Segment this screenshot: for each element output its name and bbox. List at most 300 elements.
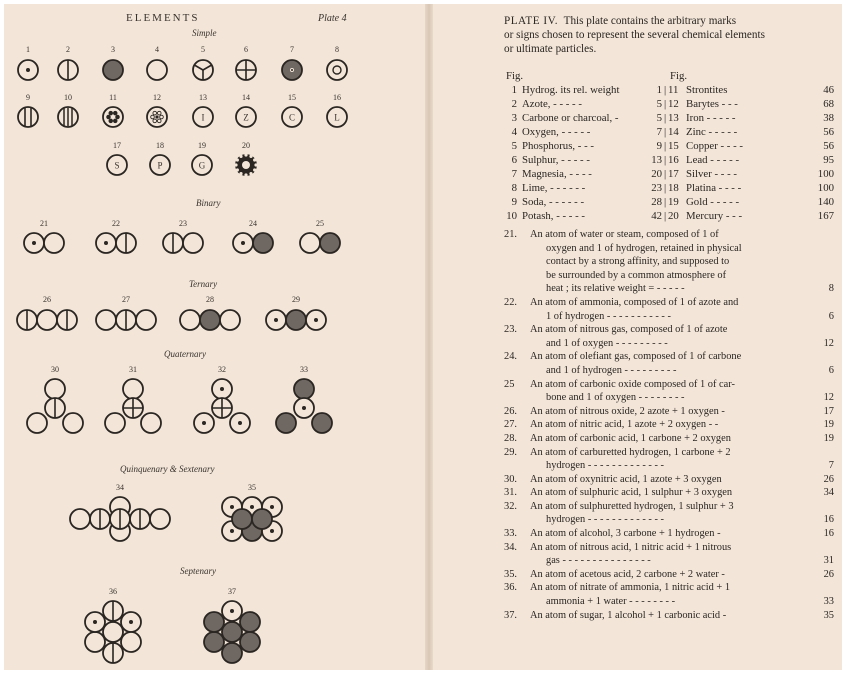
compound-number: 21. <box>504 229 517 240</box>
column-divider: | <box>664 98 667 110</box>
figure-number: 34 <box>116 483 124 492</box>
element-weight: 7 <box>656 126 662 138</box>
element-number: 9 <box>511 196 517 208</box>
compound-text: An atom of acetous acid, 2 carbone + 2 water - <box>530 568 725 580</box>
atom-symbol <box>18 107 38 127</box>
element-weight: 140 <box>817 196 834 208</box>
atom-symbol <box>147 60 167 80</box>
element-weight: 38 <box>823 112 834 124</box>
compound-number: 22. <box>504 296 517 308</box>
atom-letter: I <box>201 112 205 123</box>
compound-text: An atom of carbonic oxide composed of 1 of car- <box>530 378 735 390</box>
element-name: Hydrog. its rel. weight <box>522 84 620 96</box>
atom-symbol <box>70 509 90 529</box>
atom-symbol <box>222 643 242 663</box>
plate-intro-line-1: This plate contains the arbitrary marks <box>563 15 737 27</box>
element-name: Phosphorus, - - - <box>522 140 594 152</box>
figure-number: 15 <box>288 93 296 102</box>
compound-line <box>504 310 834 324</box>
figure-number: 16 <box>333 93 341 102</box>
compound-entry <box>504 541 834 568</box>
compound-number: 23. <box>504 324 517 336</box>
atom-symbol <box>180 310 200 330</box>
atom-symbol <box>240 632 260 652</box>
atom-symbol <box>123 379 143 399</box>
atom-symbol <box>107 155 127 175</box>
element-number: 7 <box>511 168 517 180</box>
element-number: 19 <box>668 196 679 208</box>
compound-line <box>504 541 834 555</box>
compound-entry <box>504 432 834 446</box>
compound-line <box>504 405 834 419</box>
element-name: Mercury - - - <box>686 210 743 222</box>
element-weight: 9 <box>656 140 662 152</box>
compound-line <box>504 609 834 623</box>
atom-symbol <box>45 398 65 418</box>
figure-number: 3 <box>111 45 115 54</box>
compound-line <box>504 337 834 351</box>
section-quinquenary-label: Quinquenary & Sextenary <box>120 464 215 474</box>
atom-letter: L <box>334 112 340 123</box>
compound-text: An atom of oxynitric acid, 1 azote + 3 oxygen <box>530 473 722 485</box>
figure-number: 21 <box>40 219 48 228</box>
atom-symbol <box>306 310 326 330</box>
section-septenary-label: Septenary <box>180 566 216 576</box>
atom-symbol <box>294 379 314 399</box>
atom-symbol <box>163 233 183 253</box>
compound-line <box>504 554 834 568</box>
compound-number: 30. <box>504 473 517 485</box>
element-number: 12 <box>668 98 679 110</box>
compound-line <box>504 391 834 405</box>
compound-text: bone and 1 of oxygen - - - - - - - - <box>546 392 685 404</box>
compound-number: 34. <box>504 541 517 553</box>
compound-line <box>504 350 834 364</box>
figure-number: 37 <box>228 587 236 596</box>
figure-number: 6 <box>244 45 248 54</box>
compound-weight: 31 <box>823 555 834 567</box>
element-weight: 20 <box>651 168 662 180</box>
compound-text: ammonia + 1 water - - - - - - - - <box>546 596 676 608</box>
fig-header-right: Fig. <box>670 70 688 82</box>
compound-line <box>504 513 834 527</box>
element-weight: 42 <box>651 210 662 222</box>
compound-text: An atom of nitric acid, 1 azote + 2 oxygen - - <box>530 419 719 431</box>
compound-entry <box>504 473 834 487</box>
compound-text: An atom of sulphuretted hydrogen, 1 sulphur + 3 <box>530 500 734 512</box>
compound-entry <box>504 378 834 405</box>
compound-text: An atom of olefiant gas, composed of 1 of carbone <box>530 351 742 363</box>
compound-line <box>504 446 834 460</box>
atom-symbol <box>116 310 136 330</box>
compound-number: 32. <box>504 500 517 512</box>
element-name: Platina - - - - <box>686 182 742 194</box>
figure-number: 8 <box>335 45 339 54</box>
figure-number: 29 <box>292 295 300 304</box>
element-name: Gold - - - - - <box>686 196 740 208</box>
figure-number: 17 <box>113 141 121 150</box>
compound-weight: 6 <box>828 310 834 322</box>
compound-entry <box>504 446 834 473</box>
element-row <box>504 153 834 167</box>
atom-letter: G <box>198 160 206 171</box>
atom-symbol <box>63 413 83 433</box>
plate-intro-line-2: or signs chosen to represent the several chemical elements <box>504 29 765 41</box>
figure-number: 23 <box>179 219 187 228</box>
atom-symbol <box>194 413 214 433</box>
atom-symbol <box>103 601 123 621</box>
element-name: Silver - - - - <box>686 168 737 180</box>
element-number: 16 <box>668 154 679 166</box>
atom-symbol <box>123 398 143 418</box>
compound-text: An atom of alcohol, 3 carbone + 1 hydrogen - <box>530 528 721 540</box>
element-weight: 46 <box>823 84 834 96</box>
atom-letter: P <box>157 160 163 171</box>
compound-text: heat ; its relative weight = - - - - - <box>546 283 685 295</box>
atom-symbol <box>266 310 286 330</box>
compound-text: An atom of carbonic acid, 1 carbone + 2 oxygen <box>530 432 731 444</box>
compound-line <box>504 242 834 256</box>
element-name: Copper - - - - <box>686 140 743 152</box>
compound-text: and 1 of oxygen - - - - - - - - - <box>546 337 668 349</box>
compound-text: An atom of sulphuric acid, 1 sulphur + 3 oxygen <box>530 487 733 499</box>
element-row <box>504 167 834 181</box>
element-number: 20 <box>668 210 679 222</box>
fig-header-row <box>504 69 834 83</box>
atom-symbol <box>212 398 232 418</box>
compound-text: and 1 of hydrogen - - - - - - - - - <box>546 364 677 376</box>
atom-symbol <box>233 233 253 253</box>
plate-number-label: Plate 4 <box>318 13 347 24</box>
compound-entry <box>504 418 834 432</box>
atom-symbol <box>103 60 123 80</box>
element-name: Zinc - - - - - <box>686 126 738 138</box>
element-weight: 5 <box>656 112 662 124</box>
compound-number: 25 <box>504 378 515 390</box>
atom-symbol <box>90 509 110 529</box>
element-row <box>504 181 834 195</box>
compound-line <box>504 418 834 432</box>
compound-text: contact by a strong affinity, and supposed to <box>546 256 730 268</box>
atom-symbol <box>45 379 65 399</box>
element-name: Carbone or charcoal, - <box>522 112 619 124</box>
plate-heading: PLATE IV. <box>504 15 559 27</box>
compound-text: An atom of nitrous gas, composed of 1 of azote <box>530 324 728 336</box>
atom-symbol <box>312 413 332 433</box>
atom-symbol <box>212 379 232 399</box>
compound-line <box>504 378 834 392</box>
element-row <box>504 209 834 223</box>
compound-number: 27. <box>504 419 517 431</box>
column-divider: | <box>664 154 667 166</box>
compound-weight: 17 <box>823 405 834 417</box>
atom-symbol <box>234 153 257 176</box>
figure-number: 28 <box>206 295 214 304</box>
element-number: 15 <box>668 140 679 152</box>
element-weight: 100 <box>817 168 834 180</box>
compound-text: 1 of hydrogen - - - - - - - - - - - <box>546 310 671 322</box>
figure-number: 35 <box>248 483 256 492</box>
figure-number: 24 <box>249 219 257 228</box>
compound-text: gas - - - - - - - - - - - - - - - <box>546 555 651 567</box>
figure-number: 22 <box>112 219 120 228</box>
element-name: Iron - - - - - <box>686 112 736 124</box>
compound-text: An atom of ammonia, composed of 1 of azote and <box>530 296 739 308</box>
section-quaternary-label: Quaternary <box>164 349 206 359</box>
figure-number: 36 <box>109 587 117 596</box>
atom-symbol <box>200 310 220 330</box>
compound-line <box>504 269 834 283</box>
element-number: 6 <box>511 154 517 166</box>
compound-line <box>504 581 834 595</box>
element-number: 5 <box>511 140 517 152</box>
compound-line <box>504 500 834 514</box>
compound-text: be surrounded by a common atmosphere of <box>546 269 727 281</box>
element-weight: 28 <box>651 196 662 208</box>
compound-weight: 16 <box>823 528 834 540</box>
compound-line <box>504 432 834 446</box>
element-name: Azote, - - - - - <box>522 98 582 110</box>
compound-number: 36. <box>504 582 517 594</box>
atom-symbol <box>222 622 242 642</box>
atom-symbol <box>58 107 78 127</box>
compound-entry <box>504 568 834 582</box>
figure-number: 30 <box>51 365 59 374</box>
plate-intro-line-3: or ultimate particles. <box>504 43 597 55</box>
figure-number: 18 <box>156 141 164 150</box>
compound-text: An atom of nitrate of ammonia, 1 nitric acid + 1 <box>530 582 731 594</box>
element-number: 14 <box>668 126 679 138</box>
element-weight: 56 <box>823 126 834 138</box>
atom-symbol <box>193 107 213 127</box>
atom-symbol <box>236 107 256 127</box>
compound-weight: 19 <box>823 419 834 431</box>
compound-weight: 8 <box>828 283 834 295</box>
compound-entry <box>504 486 834 500</box>
compound-text: An atom of carburetted hydrogen, 1 carbone + 2 <box>530 446 731 458</box>
figure-number: 19 <box>198 141 206 150</box>
section-binary-label: Binary <box>196 198 221 208</box>
atom-symbol <box>253 233 273 253</box>
compound-line <box>504 473 834 487</box>
compound-number: 28. <box>504 432 517 444</box>
atom-symbol <box>103 643 123 663</box>
atom-symbol <box>204 632 224 652</box>
atom-symbol <box>282 60 302 80</box>
element-weight: 5 <box>656 98 662 110</box>
figure-number: 26 <box>43 295 51 304</box>
element-weight: 56 <box>823 140 834 152</box>
element-number: 8 <box>511 182 517 194</box>
column-divider: | <box>664 196 667 208</box>
figure-number: 9 <box>26 93 30 102</box>
figure-number: 1 <box>26 45 30 54</box>
atom-symbol <box>150 155 170 175</box>
figure-number: 13 <box>199 93 207 102</box>
atom-symbol <box>300 233 320 253</box>
compound-weight: 26 <box>823 568 834 580</box>
element-name: Soda, - - - - - - <box>522 196 585 208</box>
atom-symbol <box>105 413 125 433</box>
section-simple-label: Simple <box>192 28 217 38</box>
figure-number: 11 <box>109 93 117 102</box>
element-weight: 167 <box>817 210 834 222</box>
atom-symbol <box>121 632 141 652</box>
element-name: Lime, - - - - - - <box>522 182 586 194</box>
section-ternary-label: Ternary <box>189 279 218 289</box>
element-row <box>504 139 834 153</box>
atom-symbol <box>327 60 347 80</box>
compound-entry <box>504 296 834 323</box>
compound-number: 33. <box>504 528 517 540</box>
compound-text: An atom of nitrous acid, 1 nitric acid + 1 nitrous <box>530 541 732 553</box>
atom-symbol <box>320 233 340 253</box>
atom-symbol <box>17 310 37 330</box>
element-number: 18 <box>668 182 679 194</box>
atom-symbol <box>282 107 302 127</box>
compound-weight: 35 <box>823 609 834 621</box>
compound-line <box>504 255 834 269</box>
compound-line <box>504 568 834 582</box>
compound-entry <box>504 228 834 296</box>
figure-number: 33 <box>300 365 308 374</box>
element-number: 11 <box>668 84 679 96</box>
compound-line <box>504 296 834 310</box>
figure-number: 25 <box>316 219 324 228</box>
column-divider: | <box>664 84 667 96</box>
element-weight: 1 <box>656 84 662 96</box>
element-name: Magnesia, - - - - <box>522 168 592 180</box>
column-divider: | <box>664 210 667 222</box>
atom-symbol <box>103 107 123 127</box>
atom-symbol <box>18 60 38 80</box>
element-number: 13 <box>668 112 679 124</box>
figure-number: 7 <box>290 45 294 54</box>
atom-symbol <box>58 60 78 80</box>
figure-number: 12 <box>153 93 161 102</box>
atom-symbol <box>220 310 240 330</box>
atom-symbol <box>193 60 213 80</box>
atom-symbol <box>252 509 272 529</box>
atom-symbol <box>96 310 116 330</box>
compound-number: 24. <box>504 351 517 363</box>
fig-header-left: Fig. <box>506 70 524 82</box>
column-divider: | <box>664 112 667 124</box>
atom-letter: C <box>288 112 296 123</box>
column-divider: | <box>664 126 667 138</box>
element-number: 4 <box>511 126 517 138</box>
compound-weight: 19 <box>823 432 834 444</box>
atom-symbol <box>232 509 252 529</box>
atom-symbol <box>136 310 156 330</box>
atom-symbol <box>110 509 130 529</box>
figure-number: 20 <box>242 141 250 150</box>
compound-entry <box>504 323 834 350</box>
compound-number: 37. <box>504 609 517 621</box>
atom-symbol <box>103 622 123 642</box>
plate-title: ELEMENTS <box>126 12 200 24</box>
atom-symbol <box>27 413 47 433</box>
compound-weight: 6 <box>828 364 834 376</box>
element-name: Potash, - - - - - <box>522 210 585 222</box>
atom-letter: S <box>114 160 120 171</box>
atom-symbol <box>240 612 260 632</box>
element-number: 2 <box>511 98 517 110</box>
figure-number: 2 <box>66 45 70 54</box>
element-number: 3 <box>511 112 517 124</box>
compound-line <box>504 282 834 296</box>
atom-symbol <box>150 509 170 529</box>
compound-line <box>504 486 834 500</box>
element-weight: 95 <box>823 154 834 166</box>
compound-line <box>504 323 834 337</box>
compound-number: 31. <box>504 487 517 499</box>
compound-line <box>504 228 834 242</box>
column-divider: | <box>664 168 667 180</box>
figure-number: 31 <box>129 365 137 374</box>
element-row <box>504 125 834 139</box>
atom-symbol <box>44 233 64 253</box>
atom-symbol <box>57 310 77 330</box>
compound-text: An atom of water or steam, composed of 1 of <box>530 229 719 240</box>
atom-symbol <box>116 233 136 253</box>
plate-intro <box>504 14 834 56</box>
compound-entry <box>504 527 834 541</box>
compound-number: 26. <box>504 405 517 417</box>
atom-symbol <box>130 509 150 529</box>
compound-number: 29. <box>504 446 517 458</box>
atom-symbol <box>147 107 167 127</box>
element-number: 1 <box>511 84 517 96</box>
element-weights-table <box>504 69 834 223</box>
compound-text: An atom of sugar, 1 alcohol + 1 carbonic acid - <box>530 609 727 621</box>
atom-symbol <box>192 155 212 175</box>
atom-symbol <box>141 413 161 433</box>
atom-symbol <box>286 310 306 330</box>
element-name: Strontites <box>686 84 728 96</box>
figure-number: 32 <box>218 365 226 374</box>
atom-symbol <box>222 601 242 621</box>
compound-entry <box>504 405 834 419</box>
figure-number: 4 <box>155 45 159 54</box>
column-divider: | <box>664 140 667 152</box>
compound-text: hydrogen - - - - - - - - - - - - - <box>546 514 664 526</box>
element-row <box>504 83 834 97</box>
atom-symbol <box>236 60 256 80</box>
compound-weight: 33 <box>823 596 834 608</box>
compound-weight: 16 <box>823 514 834 526</box>
atom-symbol <box>276 413 296 433</box>
compound-entry <box>504 581 834 608</box>
compound-weight: 26 <box>823 473 834 485</box>
column-divider: | <box>664 182 667 194</box>
element-number: 10 <box>506 210 517 222</box>
figure-number: 5 <box>201 45 205 54</box>
compound-line <box>504 459 834 473</box>
atom-symbol <box>24 233 44 253</box>
element-number: 17 <box>668 168 679 180</box>
compound-weight: 12 <box>823 392 834 404</box>
element-row <box>504 195 834 209</box>
compound-descriptions <box>504 228 834 622</box>
atom-symbol <box>327 107 347 127</box>
element-weight: 100 <box>817 182 834 194</box>
compound-entry <box>504 609 834 623</box>
element-row <box>504 111 834 125</box>
atom-symbol <box>230 413 250 433</box>
atom-symbol <box>85 632 105 652</box>
element-name: Lead - - - - - <box>686 154 740 166</box>
